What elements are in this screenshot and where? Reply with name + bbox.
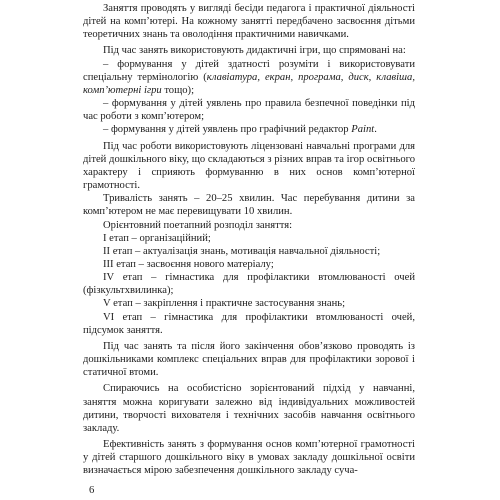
paragraph-didactic-games: Під час занять використовують дидактичні ігри, що спрямовані на: (103, 45, 406, 57)
stage-5: V етап – закріплення і практичне застосування знань; (103, 298, 346, 310)
stage-1: І етап – організаційний; (103, 232, 211, 244)
list-item-safety: – формування у дітей уявлень про правила безпечної поведінки під час роботи з комп’ютером; (83, 98, 415, 123)
list-item-text: тощо); (161, 84, 195, 96)
paragraph-licensed-programs: Під час роботи використовують ліцензовані навчальні програми для дітей дошкільного віку, що складаються з різних вправ та ігор освітнього характеру і сприяють формуванню в них основ комп’ютерної грамотності. (83, 140, 415, 192)
list-item-paint (83, 123, 415, 136)
stage-3: ІІІ етап – засвоєння нового матеріалу; (103, 258, 274, 270)
list-item-text: – формування у дітей уявлень про графічний редактор (103, 124, 352, 136)
paragraph-eye-exercises: Під час занять та після його закінчення обов’язково проводять із дошкільниками комплекс спеціальних вправ для профілактики зорової і статичної втоми. (83, 340, 415, 379)
italic-terms: клавіатура, екран, програма, диск, клавіша, комп’ютерні ігри (83, 71, 415, 96)
page-number: 6 (89, 485, 95, 496)
stage-4: IV етап – гімнастика для профілактики втомлюваності очей (фізкультхвилинка); (83, 272, 415, 297)
paragraph-stages-intro: Орієнтовний поетапний розподіл заняття: (103, 219, 293, 231)
list-item-text: – формування у дітей здатності розуміти і використовувати спеціальну термінологію ( (83, 58, 415, 83)
paragraph-effectiveness: Ефективність занять з формування основ комп’ютерної грамотності у дітей старшого дошкільного віку в умовах закладу дошкільної освіти визначається мірою забезпечення дошкільного закладу суча- (83, 439, 415, 477)
stage-6: VI етап – гімнастика для профілактики втомлюваності очей, підсумок заняття. (83, 311, 415, 336)
document-page (83, 2, 415, 477)
paragraph-personal-approach: Спираючись на особистісно зорієнтований підхід у навчанні, заняття можна коригувати залежно від індивідуальних можливостей дитини, творчості вихователя і технічних засобів навчання освітнього закладу. (83, 383, 415, 434)
list-item-text: . (374, 124, 377, 136)
list-item-terminology (83, 58, 415, 97)
italic-paint: Paint (351, 124, 375, 136)
paragraph-duration: Тривалість занять – 20–25 хвилин. Час перебування дитини за комп’ютером не має перевищувати 10 хвилин. (83, 193, 415, 218)
stage-2: ІІ етап – актуалізація знань, мотивація навчальної діяльності; (103, 245, 381, 257)
paragraph-lesson-format: Заняття проводять у вигляді бесіди педагога і практичної діяльності дітей на комп’ютері. На кожному занятті передбачено засвоєння дітьми теоретичних знань та оволодіння практичними навичками. (83, 3, 415, 41)
